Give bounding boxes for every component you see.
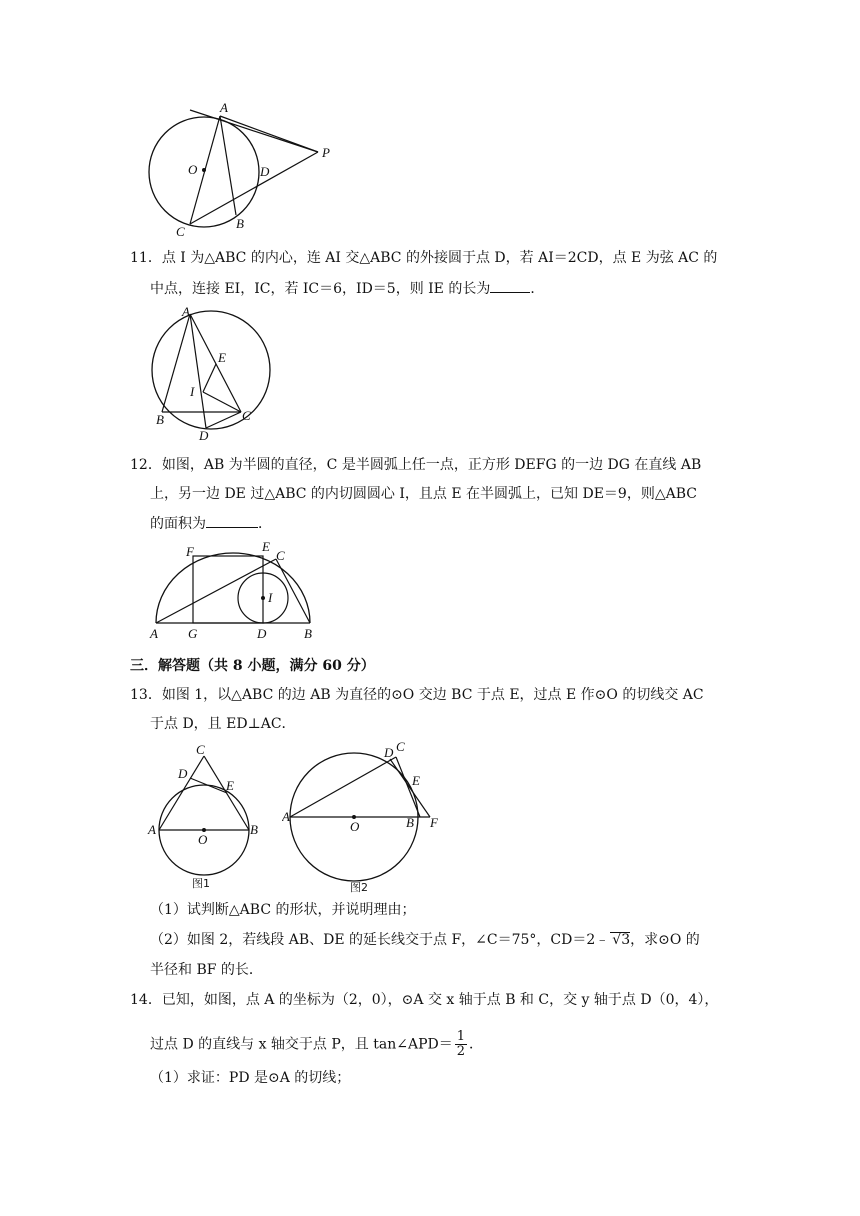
label-B: B	[304, 626, 312, 641]
label-C: C	[176, 224, 185, 239]
label-C: C	[196, 742, 205, 757]
q14-line1	[130, 990, 718, 1010]
q14-part1-text: （1）求证：PD 是⊙A 的切线；	[150, 1070, 351, 1086]
label-D: D	[260, 164, 270, 179]
q13-part2-cont	[150, 960, 263, 980]
answer-blank	[490, 278, 530, 293]
label-C: C	[242, 408, 251, 423]
figure-q12	[146, 538, 326, 646]
figure-caption: 图1	[192, 877, 210, 890]
q13-part2-text-c: 半径和 BF 的长．	[150, 962, 263, 978]
figure-q11	[146, 302, 276, 444]
label-E: E	[412, 773, 420, 788]
q12-text-1: 如图，AB 为半圆的直径，C 是半圆弧上任一点，正方形 DEFG 的一边 DG 在直线 AB	[161, 457, 702, 473]
q11-text-1: 点 I 为△ABC 的内心，连 AI 交△ABC 的外接圆于点 D，若 AI＝2CD，点 E 为弦 AC 的	[161, 250, 718, 266]
label-G: G	[188, 626, 198, 641]
label-D: D	[178, 766, 188, 781]
label-B: B	[250, 822, 258, 837]
label-E: E	[262, 539, 270, 554]
label-A: A	[282, 809, 290, 824]
figure-q13-2	[282, 735, 452, 895]
answer-blank	[206, 513, 258, 528]
q13-part2	[150, 930, 700, 950]
q14-text-1: 已知，如图，点 A 的坐标为（2，0），⊙A 交 x 轴于点 B 和 C，交 y 轴于点 D（0，4），	[161, 992, 719, 1008]
q12-line1	[130, 455, 701, 475]
q12-number: 12．	[130, 457, 162, 473]
q13-part2-text-b: ，求⊙O 的	[630, 932, 700, 948]
fraction-numerator: 1	[456, 1029, 465, 1044]
q12-text-3b: ．	[258, 516, 272, 532]
figure-q10	[140, 100, 340, 240]
q13-line2	[150, 714, 296, 734]
section-title: 三．解答题（共 8 小题，满分 60 分）	[130, 658, 375, 674]
q14-text-2a: 过点 D 的直线与 x 轴交于点 P，且 tan∠APD＝	[150, 1036, 453, 1053]
label-D: D	[384, 745, 394, 760]
q13-line1	[130, 685, 704, 705]
q11-line2	[150, 278, 544, 299]
label-D: D	[199, 428, 209, 443]
q14-number: 14．	[130, 992, 162, 1008]
q14-text-2b: ．	[469, 1036, 483, 1053]
q11-text-2b: ．	[530, 281, 545, 297]
q12-text-3a: 的面积为	[150, 516, 206, 532]
label-A: A	[150, 626, 158, 641]
figure-caption: 图2	[350, 881, 368, 894]
q12-line3	[150, 513, 272, 534]
label-F: F	[430, 815, 438, 830]
fraction	[455, 1030, 467, 1059]
q13-number: 13．	[130, 687, 162, 703]
q14-part1	[150, 1068, 350, 1088]
q13-part1-text: （1）试判断△ABC 的形状，并说明理由；	[150, 902, 416, 918]
q13-text-2: 于点 D，且 ED⊥AC．	[150, 716, 296, 732]
label-B: B	[406, 815, 414, 830]
label-A: A	[182, 304, 190, 319]
label-O: O	[188, 162, 198, 177]
label-I: I	[268, 590, 273, 605]
label-P: P	[322, 145, 330, 160]
label-F: F	[186, 544, 194, 559]
label-C: C	[396, 739, 405, 754]
fraction-denominator: 2	[456, 1044, 465, 1059]
q14-line2	[150, 1030, 483, 1059]
label-B: B	[236, 216, 244, 231]
section-heading	[130, 656, 375, 676]
label-C: C	[276, 548, 285, 563]
figure-q13-1	[146, 740, 266, 890]
q12-line2	[150, 484, 697, 504]
sqrt-value: 3	[621, 932, 631, 948]
q11-number: 11．	[130, 250, 162, 266]
q13-text-1: 如图 1，以△ABC 的边 AB 为直径的⊙O 交边 BC 于点 E，过点 E 作⊙O 的切线交 AC	[161, 687, 704, 703]
label-A: A	[148, 822, 156, 837]
label-I: I	[190, 384, 195, 399]
label-E: E	[218, 350, 226, 365]
q11-text-2a: 中点，连接 EI，IC，若 IC＝6，ID＝5，则 IE 的长为	[150, 281, 491, 297]
label-O: O	[350, 819, 360, 834]
label-A: A	[220, 100, 228, 115]
q13-part1	[150, 900, 416, 920]
label-B: B	[156, 412, 164, 427]
sqrt-symbol: √3	[612, 932, 631, 948]
label-E: E	[226, 778, 234, 793]
label-D: D	[257, 626, 267, 641]
q12-text-2: 上，另一边 DE 过△ABC 的内切圆圆心 I，且点 E 在半圆弧上，已知 DE＝9，则△ABC	[150, 486, 697, 502]
label-O: O	[198, 832, 208, 847]
q13-part2-text-a: （2）如图 2，若线段 AB、DE 的延长线交于点 F，∠C＝75°，CD＝2﹣	[150, 932, 610, 948]
q11-line1	[130, 248, 717, 268]
